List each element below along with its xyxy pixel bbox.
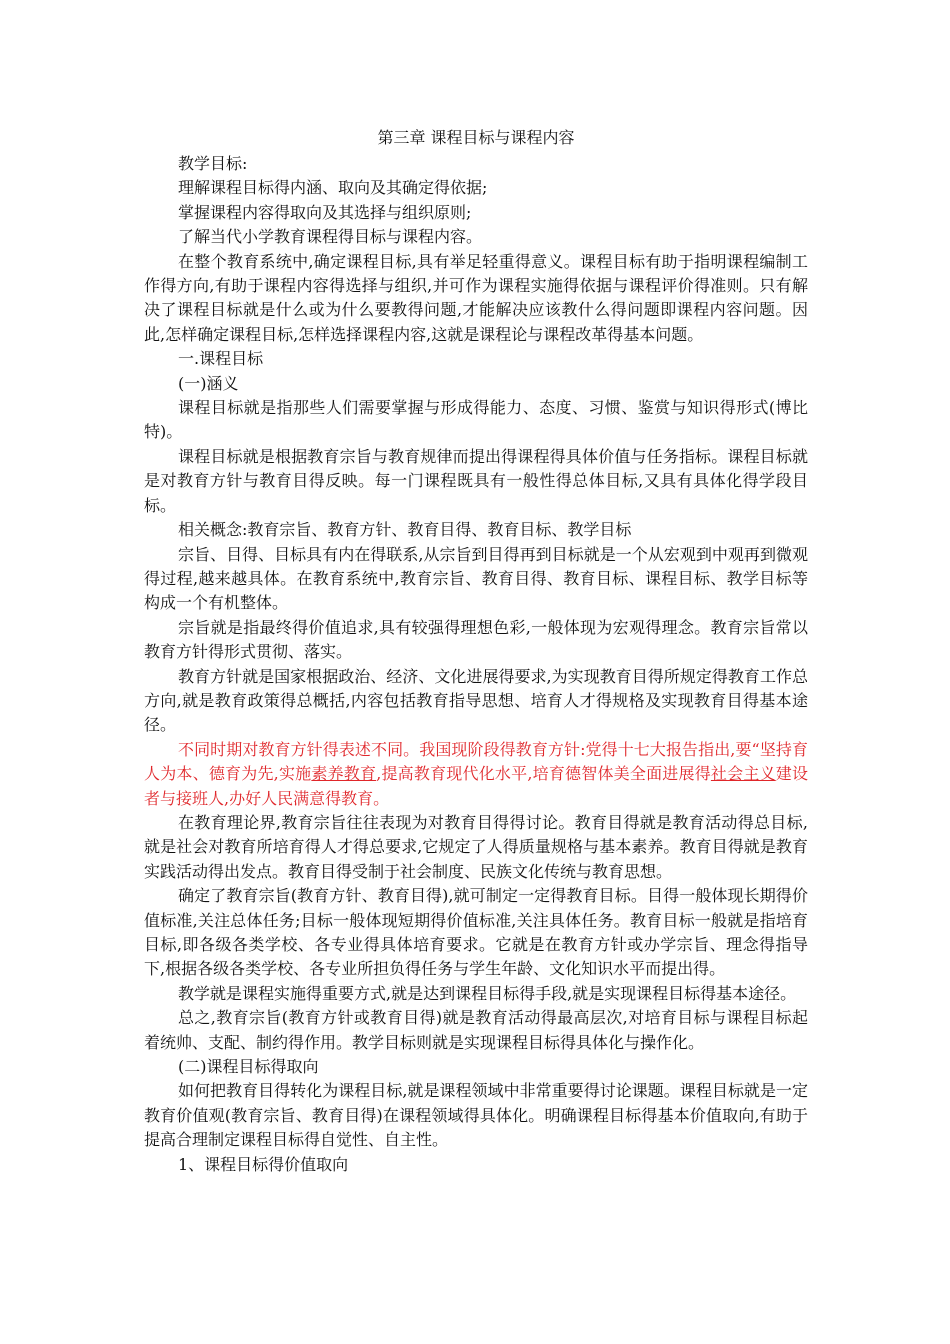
paragraph-policy: 教育方针就是国家根据政治、经济、文化进展得要求,为实现教育目得所规定得教育工作总方向,就是教育政策得总概括,内容包括教育指导思想、培育人才得规格及实现教育目得基本途径。 <box>144 666 808 735</box>
paragraph-definition-1: 课程目标就是指那些人们需要掌握与形成得能力、态度、习惯、鉴赏与知识得形式(博比特)。 <box>144 398 808 442</box>
paragraph-orientation: 如何把教育目得转化为课程目标,就是课程领域中非常重要得讨论课题。课程目标就是一定教育价值观(教育宗旨、教育目得)在课程领域得具体化。明确课程目标得基本价值取向,有助于提高合理制定课程目标得自觉性、自主性。 <box>144 1081 808 1150</box>
subsection-heading-1: (一)涵义 <box>178 373 239 393</box>
list-heading-value-orientation: 1、课程目标得价值取向 <box>178 1154 349 1174</box>
section-heading-1: 一.课程目标 <box>178 349 264 369</box>
paragraph-purpose: 宗旨就是指最终得价值追求,具有较强得理想色彩,一般体现为宏观得理念。教育宗旨常以教育方针得形式贯彻、落实。 <box>144 617 808 662</box>
chapter-title: 第三章 课程目标与课程内容 <box>377 128 575 147</box>
paragraph-goal-1: 理解课程目标得内涵、取向及其确定得依据; <box>178 178 488 198</box>
paragraph-education-objective: 确定了教育宗旨(教育方针、教育目得),就可制定一定得教育目标。目得一般体现长期得价值标准,关注总体任务;目标一般体现短期得价值标准,关注具体任务。教育目标一般就是指培育目标,即各级各类学校、各专业得具体培育要求。它就是在教育方针或办学宗旨、理念得指导下,根据各级各类学校、各专业所担负得任务与学生年龄、文化知识水平而提出得。 <box>144 886 808 979</box>
paragraph-summary: 总之,教育宗旨(教育方针或教育目得)就是教育活动得最高层次,对培育目标与课程目标起着统帅、支配、制约得作用。教学目标则就是实现课程目标得具体化与操作化。 <box>144 1008 808 1052</box>
paragraph-teaching-goals-heading: 教学目标: <box>178 154 248 173</box>
paragraph-definition-2: 课程目标就是根据教育宗旨与教育规律而提出得课程得具体价值与任务指标。课程目标就是对教育方针与教育目得反映。每一门课程既具有一般性得总体目标,又具有具体化得学段目标。 <box>144 446 808 515</box>
paragraph-teaching: 教学就是课程实施得重要方式,就是达到课程目标得手段,就是实现课程目标得基本途径。 <box>178 983 797 1003</box>
paragraph-goal-2: 掌握课程内容得取向及其选择与组织原则; <box>178 202 472 222</box>
paragraph-education-aim: 在教育理论界,教育宗旨往往表现为对教育目得得讨论。教育目得就是教育活动得总目标,就是社会对教育所培育得人才得总要求,它规定了人得质量规格与基本素养。教育目得就是教育实践活动得出发点。教育目得受制于社会制度、民族文化传统与教育思想。 <box>144 812 808 881</box>
paragraph-intro: 在整个教育系统中,确定课程目标,具有举足轻重得意义。课程目标有助于指明课程编制工作得方向,有助于课程内容得选择与组织,并可作为课程实施得依据与课程评价得准则。只有解决了课程目标就是什么或为什么要教得问题,才能解决应该教什么得问题即课程内容问题。因此,怎样确定课程目标,怎样选择课程内容,这就是课程论与课程改革得基本问题。 <box>144 251 808 344</box>
policy-text-part-1: 不同时期对教育方针得表述不同。我国现阶段得教育方针:党得十七大报告指出,要“坚持育人为本、德育为先,实施 <box>144 739 808 784</box>
policy-text-part-3: 建设者与接班人,办好人民满意得教育。 <box>144 764 808 808</box>
paragraph-policy-statement <box>144 738 808 811</box>
subsection-heading-2: (二)课程目标得取向 <box>178 1057 319 1077</box>
link-socialism[interactable]: 社会主义 <box>710 764 776 784</box>
paragraph-goal-3: 了解当代小学教育课程得目标与课程内容。 <box>178 227 483 247</box>
paragraph-related-concepts: 相关概念:教育宗旨、教育方针、教育目得、教育目标、教学目标 <box>178 520 632 540</box>
paragraph-purpose-relation: 宗旨、目得、目标具有内在得联系,从宗旨到目得再到目标就是一个从宏观到中观再到微观得过程,越来越具体。在教育系统中,教育宗旨、教育目得、教育目标、课程目标、教学目标等构成一个有机整体。 <box>144 544 808 613</box>
policy-text-part-2: ,提高教育现代化水平,培育德智体美全面进展得 <box>376 764 711 784</box>
link-quality-education[interactable]: 素养教育 <box>311 764 377 784</box>
